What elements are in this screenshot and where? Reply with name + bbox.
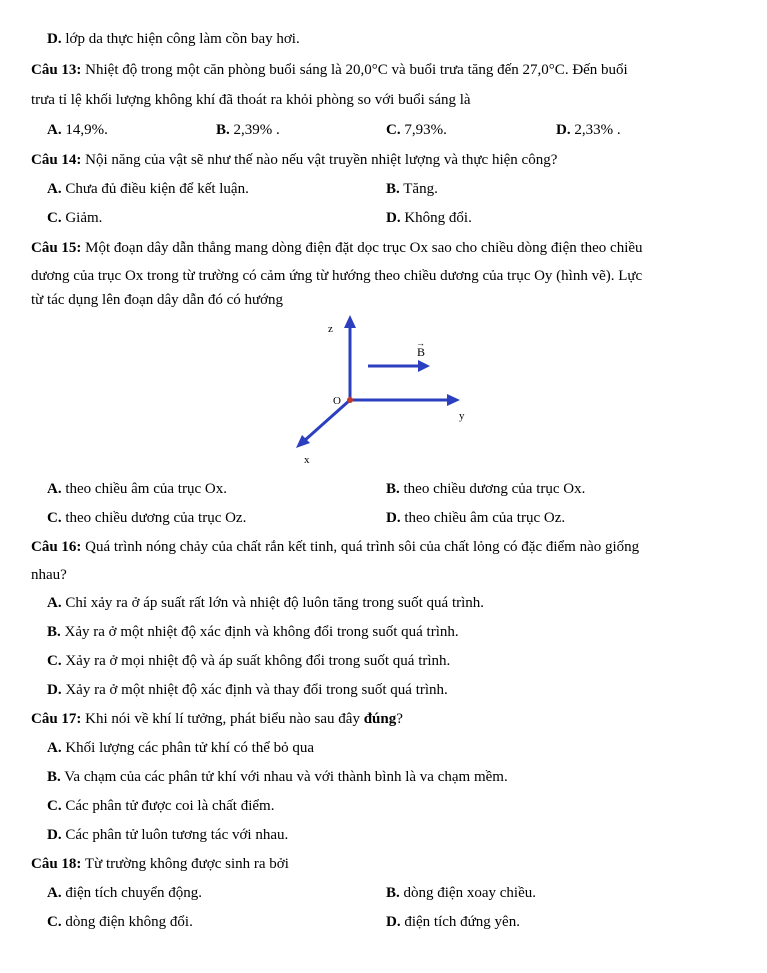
option-letter: D.	[556, 122, 571, 138]
q16-option-c	[47, 652, 450, 670]
option-letter: D.	[47, 682, 62, 698]
q18-stem-line1	[31, 855, 289, 873]
option-text: điện tích chuyển động.	[65, 885, 202, 901]
b-vector-label: B	[417, 345, 426, 359]
option-letter: A.	[47, 595, 62, 611]
option-text: Xảy ra ở mọi nhiệt độ và áp suất không đổi trong suốt quá trình.	[65, 653, 451, 669]
question-label: Câu 14:	[31, 152, 82, 168]
option-text: Các phân tử luôn tương tác với nhau.	[65, 827, 289, 843]
q14-option-c	[47, 209, 102, 227]
question-tail: ?	[396, 711, 403, 727]
q13-option-a	[47, 121, 108, 139]
option-letter: B.	[47, 624, 61, 640]
option-letter: C.	[47, 510, 62, 526]
y-axis-label: y	[459, 410, 465, 422]
q13-option-c	[386, 121, 447, 139]
option-text: theo chiều âm của trục Oz.	[404, 510, 566, 526]
q17-option-a	[47, 739, 314, 757]
q13-option-d	[556, 121, 621, 139]
option-letter: A.	[47, 481, 62, 497]
q16-option-a	[47, 594, 484, 612]
option-text: Chỉ xảy ra ở áp suất rất lớn và nhiệt độ luôn tăng trong suốt quá trình.	[65, 595, 485, 611]
q15-stem-line3: từ tác dụng lên đoạn dây dẫn đó có hướng	[31, 292, 284, 308]
q14-option-b	[386, 180, 438, 198]
question-text: Một đoạn dây dẫn thẳng mang dòng điện đặt dọc trục Ox sao cho chiều dòng điện theo chiều	[85, 240, 643, 256]
option-text: dòng điện xoay chiều.	[403, 885, 536, 901]
q18-option-d	[386, 913, 520, 931]
q15-option-a	[47, 480, 227, 498]
magnetic-field-diagram	[290, 312, 480, 472]
q17-stem-line1	[31, 710, 403, 728]
q18-option-c	[47, 913, 193, 931]
q15-stem-line2: dương của trục Ox trong từ trường có cảm ứng từ hướng theo chiều dương của trục Oy (hình vẽ). Lực	[31, 268, 643, 284]
question-label: Câu 16:	[31, 539, 82, 555]
q18-option-a	[47, 884, 202, 902]
option-letter: B.	[47, 769, 61, 785]
option-text: Khối lượng các phân tử khí có thể bỏ qua	[65, 740, 315, 756]
option-letter: D.	[47, 827, 62, 843]
q13-option-b	[216, 121, 280, 139]
q14-stem-line1	[31, 151, 557, 169]
q17-option-d	[47, 826, 288, 844]
q17-option-c	[47, 797, 274, 815]
option-letter: B.	[386, 181, 400, 197]
q13-stem-line1	[31, 61, 628, 79]
option-letter: A.	[47, 740, 62, 756]
x-axis	[304, 400, 350, 441]
q15-option-d	[386, 509, 565, 527]
q16-option-b	[47, 623, 459, 641]
option-text: dòng điện không đổi.	[65, 914, 193, 930]
b-vector-arrowhead	[418, 360, 430, 372]
q17-option-b	[47, 768, 508, 786]
option-letter: D.	[386, 510, 401, 526]
q15-option-b	[386, 480, 585, 498]
question-emphasis: đúng	[363, 711, 397, 727]
q14-option-a	[47, 180, 249, 198]
q16-stem-line2: nhau?	[31, 567, 67, 583]
y-axis-arrowhead	[447, 394, 460, 406]
option-letter: C.	[47, 914, 62, 930]
option-letter: C.	[386, 122, 401, 138]
option-text: 2,33% .	[574, 122, 621, 138]
option-text: Không đổi.	[404, 210, 472, 226]
question-text: Quá trình nóng chảy của chất rắn kết tinh, quá trình sôi của chất lỏng có đặc điểm nào giống	[85, 539, 640, 555]
option-text: theo chiều dương của trục Oz.	[65, 510, 247, 526]
option-letter: D.	[47, 31, 62, 47]
question-label: Câu 13:	[31, 62, 82, 78]
option-text: lớp da thực hiện công làm cồn bay hơi.	[65, 31, 300, 47]
question-text: Nhiệt độ trong một căn phòng buổi sáng là 20,0°C và buổi trưa tăng đến 27,0°C. Đến buổi	[85, 62, 628, 78]
z-axis-arrowhead	[344, 315, 356, 328]
q15-stem-line1	[31, 239, 643, 257]
option-letter: D.	[386, 210, 401, 226]
option-text: theo chiều âm của trục Ox.	[65, 481, 227, 497]
question-text: Khi nói về khí lí tưởng, phát biểu nào sau đây	[85, 711, 360, 727]
option-text: Các phân tử được coi là chất điểm.	[65, 798, 275, 814]
option-letter: B.	[216, 122, 230, 138]
option-letter: D.	[386, 914, 401, 930]
option-letter: A.	[47, 885, 62, 901]
option-letter: C.	[47, 653, 62, 669]
option-letter: B.	[386, 481, 400, 497]
question-text: Từ trường không được sinh ra bởi	[84, 856, 289, 872]
question-label: Câu 15:	[31, 240, 82, 256]
b-vector-arrow-symbol: →	[416, 338, 425, 348]
option-d-prev	[47, 30, 300, 48]
option-text: Xảy ra ở một nhiệt độ xác định và thay đổi trong suốt quá trình.	[65, 682, 448, 698]
option-letter: A.	[47, 181, 62, 197]
q15-option-c	[47, 509, 246, 527]
question-text: Nội năng của vật sẽ như thế nào nếu vật truyền nhiệt lượng và thực hiện công?	[85, 152, 558, 168]
x-axis-label: x	[304, 454, 310, 466]
q13-stem-line2: trưa tỉ lệ khối lượng không khí đã thoát ra khỏi phòng so với buổi sáng là	[31, 92, 471, 108]
origin-label: O	[333, 395, 341, 407]
option-text: 7,93%.	[404, 122, 447, 138]
option-letter: A.	[47, 122, 62, 138]
option-text: Xảy ra ở một nhiệt độ xác định và không đổi trong suốt quá trình.	[64, 624, 459, 640]
q16-stem-line1	[31, 538, 639, 556]
option-letter: C.	[47, 210, 62, 226]
option-text: Va chạm của các phân tử khí với nhau và với thành bình là va chạm mềm.	[64, 769, 508, 785]
option-text: điện tích đứng yên.	[404, 914, 520, 930]
question-label: Câu 17:	[31, 711, 82, 727]
option-text: 14,9%.	[65, 122, 108, 138]
q18-option-b	[386, 884, 536, 902]
q14-option-d	[386, 209, 472, 227]
question-label: Câu 18:	[31, 856, 82, 872]
option-letter: B.	[386, 885, 400, 901]
option-text: 2,39% .	[233, 122, 280, 138]
option-text: Chưa đủ điều kiện để kết luận.	[65, 181, 249, 197]
option-text: Tăng.	[403, 181, 438, 197]
z-axis-label: z	[328, 323, 333, 335]
option-text: Giảm.	[65, 210, 103, 226]
origin-point	[347, 397, 353, 403]
option-text: theo chiều dương của trục Ox.	[403, 481, 586, 497]
q16-option-d	[47, 681, 448, 699]
option-letter: C.	[47, 798, 62, 814]
